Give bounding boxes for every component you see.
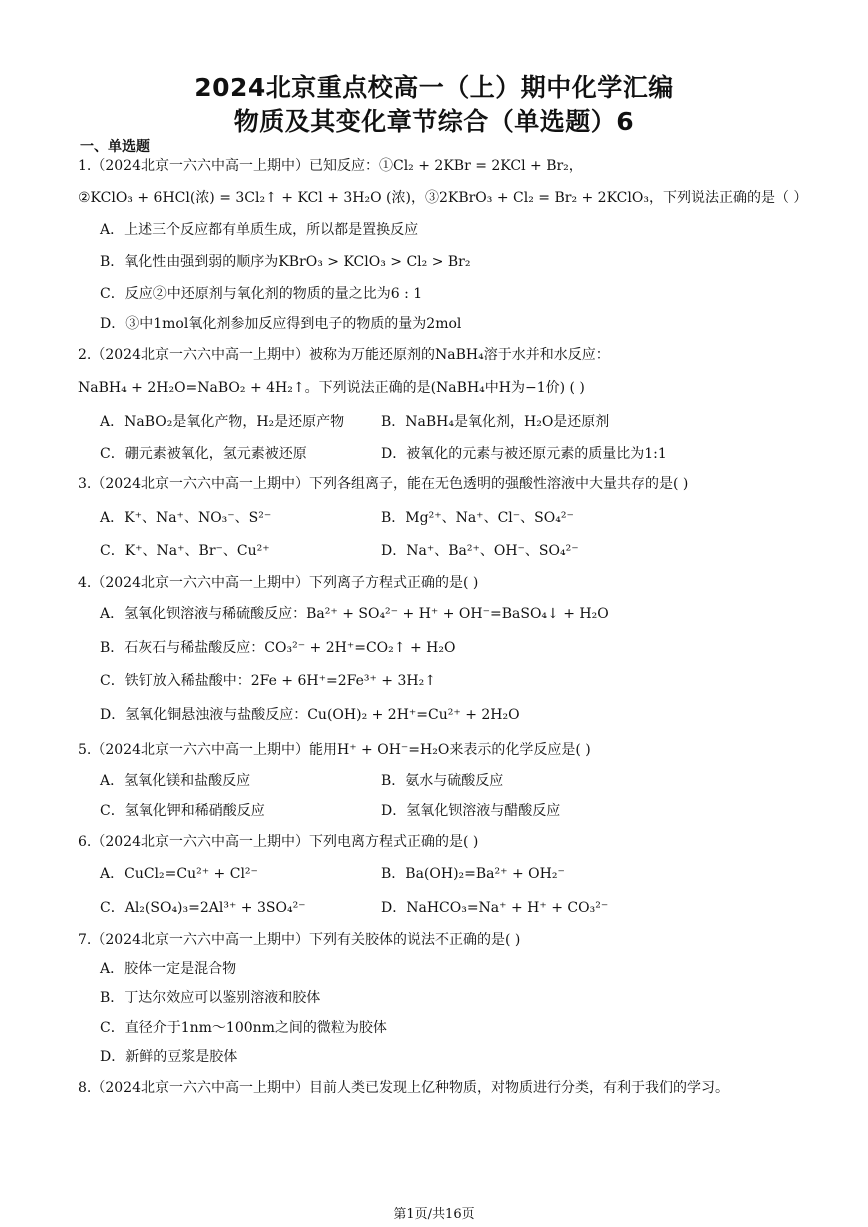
question-3-option-a: A．K⁺、Na⁺、NO₃⁻、S²⁻	[100, 510, 272, 526]
question-5-option-d: D．氢氧化钡溶液与醋酸反应	[381, 803, 561, 819]
question-4-line-1: 4.（2024北京一六六中高一上期中）下列离子方程式正确的是( )	[78, 575, 479, 591]
question-6-option-d: D．NaHCO₃=Na⁺ + H⁺ + CO₃²⁻	[381, 900, 609, 916]
question-1-option-c: C．反应②中还原剂与氧化剂的物质的量之比为6 : 1	[100, 286, 423, 302]
question-5-option-b: B．氨水与硫酸反应	[381, 773, 504, 789]
question-1-option-d: D．③中1mol氧化剂参加反应得到电子的物质的量为2mol	[100, 316, 462, 332]
question-4-option-a: A．氢氧化钡溶液与稀硫酸反应：Ba²⁺ + SO₄²⁻ + H⁺ + OH⁻=BaSO₄↓ + H₂O	[100, 606, 609, 622]
question-2-option-b: B．NaBH₄是氧化剂，H₂O是还原剂	[381, 414, 610, 430]
document-title-line1: 2024北京重点校高一（上）期中化学汇编	[194, 73, 674, 102]
document-title-line2: 物质及其变化章节综合（单选题）6	[233, 107, 635, 136]
question-2-option-a: A．NaBO₂是氧化产物，H₂是还原产物	[100, 414, 345, 430]
question-5-option-c: C．氢氧化钾和稀硝酸反应	[100, 803, 265, 819]
question-4-option-b: B．石灰石与稀盐酸反应：CO₃²⁻ + 2H⁺=CO₂↑ + H₂O	[100, 640, 456, 656]
section-heading: 一、单选题	[80, 139, 150, 155]
question-7-line-1: 7.（2024北京一六六中高一上期中）下列有关胶体的说法不正确的是( )	[78, 932, 521, 948]
question-7-option-c: C．直径介于1nm～100nm之间的微粒为胶体	[100, 1020, 387, 1036]
question-2-option-c: C．硼元素被氧化，氢元素被还原	[100, 446, 307, 462]
question-7-option-b: B．丁达尔效应可以鉴别溶液和胶体	[100, 990, 321, 1006]
question-3-option-d: D．Na⁺、Ba²⁺、OH⁻、SO₄²⁻	[381, 543, 579, 559]
question-3-option-c: C．K⁺、Na⁺、Br⁻、Cu²⁺	[100, 543, 270, 559]
question-3-option-b: B．Mg²⁺、Na⁺、Cl⁻、SO₄²⁻	[381, 510, 574, 526]
question-1-option-a: A．上述三个反应都有单质生成，所以都是置换反应	[100, 222, 419, 238]
question-4-option-d: D．氢氧化铜悬浊液与盐酸反应：Cu(OH)₂ + 2H⁺=Cu²⁺ + 2H₂O	[100, 707, 520, 723]
question-2-option-d: D．被氧化的元素与被还原元素的质量比为1:1	[381, 446, 667, 462]
question-3-line-1: 3.（2024北京一六六中高一上期中）下列各组离子，能在无色透明的强酸性溶液中大量共存的是( )	[78, 476, 689, 492]
question-5-line-1: 5.（2024北京一六六中高一上期中）能用H⁺ + OH⁻=H₂O来表示的化学反应是( )	[78, 742, 591, 758]
question-7-option-d: D．新鲜的豆浆是胶体	[100, 1049, 238, 1065]
question-5-option-a: A．氢氧化镁和盐酸反应	[100, 773, 251, 789]
question-6-line-1: 6.（2024北京一六六中高一上期中）下列电离方程式正确的是( )	[78, 834, 479, 850]
question-6-option-c: C．Al₂(SO₄)₃=2Al³⁺ + 3SO₄²⁻	[100, 900, 306, 916]
question-8-line-1: 8.（2024北京一六六中高一上期中）目前人类已发现上亿种物质，对物质进行分类，有利于我们的学习。	[78, 1080, 729, 1096]
question-1-line-1: 1.（2024北京一六六中高一上期中）已知反应：①Cl₂ + 2KBr = 2KCl + Br₂，	[78, 158, 583, 174]
question-2-line-1: 2.（2024北京一六六中高一上期中）被称为万能还原剂的NaBH₄溶于水并和水反应：	[78, 347, 610, 363]
question-6-option-a: A．CuCl₂=Cu²⁺ + Cl²⁻	[100, 866, 258, 882]
question-7-option-a: A．胶体一定是混合物	[100, 961, 237, 977]
page-footer: 第1页/共16页	[393, 1207, 475, 1222]
question-1-option-b: B．氧化性由强到弱的顺序为KBrO₃ > KClO₃ > Cl₂ > Br₂	[100, 254, 471, 270]
question-6-option-b: B．Ba(OH)₂=Ba²⁺ + OH₂⁻	[381, 866, 565, 882]
question-1-line-2: ②KClO₃ + 6HCl(浓) = 3Cl₂↑ + KCl + 3H₂O (浓)，③2KBrO₃ + Cl₂ = Br₂ + 2KClO₃，下列说法正确的是（ ）	[78, 190, 808, 206]
question-4-option-c: C．铁钉放入稀盐酸中：2Fe + 6H⁺=2Fe³⁺ + 3H₂↑	[100, 673, 436, 689]
question-2-line-2: NaBH₄ + 2H₂O=NaBO₂ + 4H₂↑。下列说法正确的是(NaBH₄中H为−1价) ( )	[78, 380, 585, 396]
